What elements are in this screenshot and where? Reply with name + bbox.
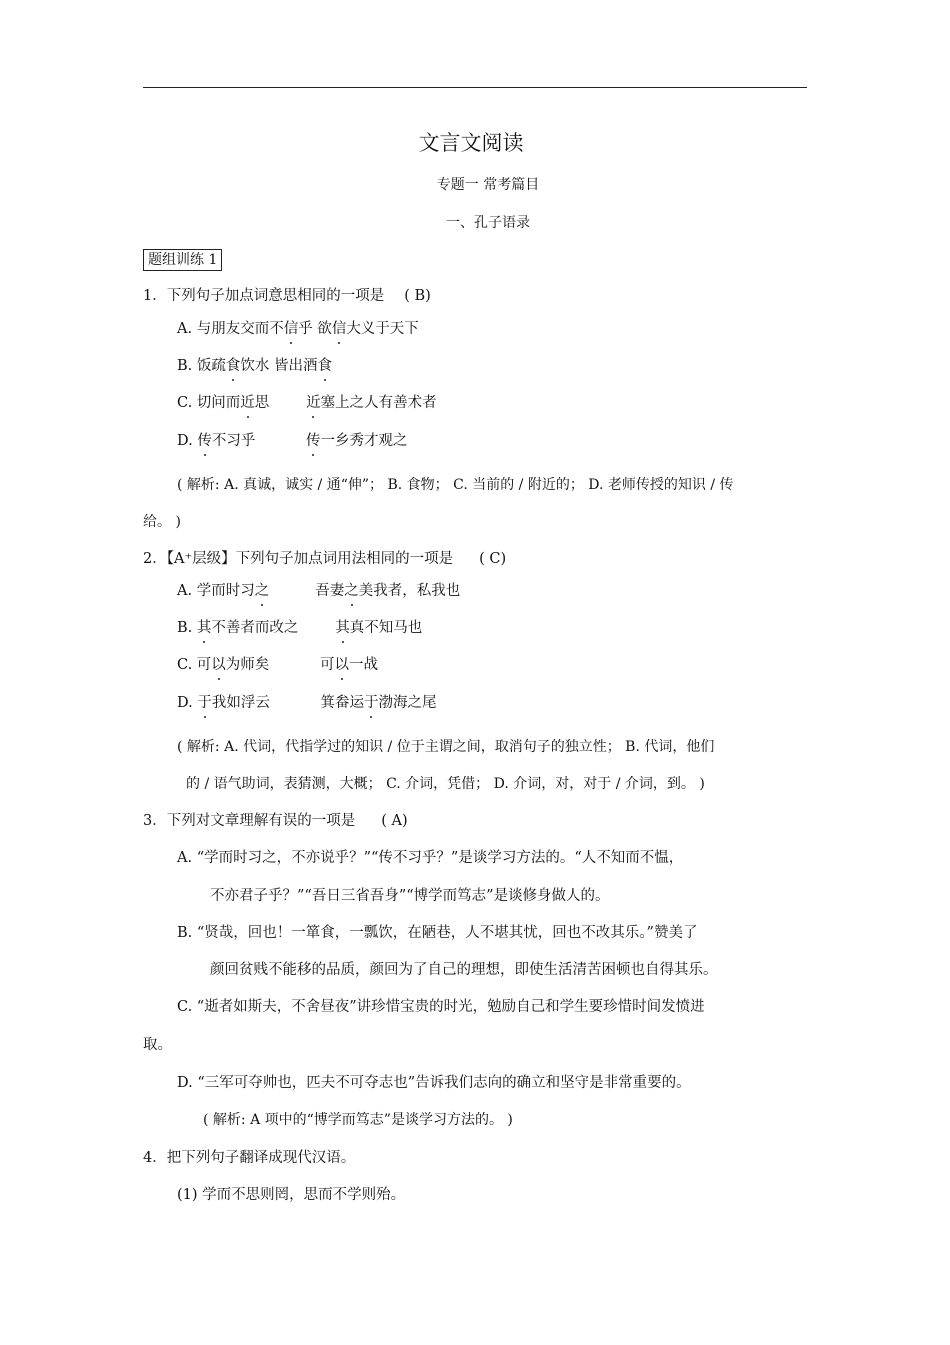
q3-option-c-line1: C. “逝者如斯夫，不舍昼夜”讲珍惜宝贵的时光，勉励自己和学生要珍惜时间发愤进 [177, 999, 705, 1015]
dotted-char: 近 [306, 395, 321, 411]
q3-option-d: D. “三军可夺帅也，匹夫不可夺志也”告诉我们志向的确立和坚守是非常重要的。 [177, 1075, 691, 1091]
q1-explanation-2: 给。 ) [143, 514, 181, 530]
text-fragment: 2．【 [143, 551, 174, 567]
dotted-char: 于 [364, 695, 379, 711]
q4-item-1: (1) 学而不思则罔，思而不学则殆。 [177, 1187, 406, 1203]
q3-option-b-line2: 颜回贫贱不能移的品质，颜回为了自己的理想，即使生活清苦困顿也自得其乐。 [210, 962, 718, 978]
dotted-char: 近 [240, 395, 255, 411]
text-fragment: C. 可 [177, 657, 212, 673]
dotted-char: 信 [331, 321, 347, 337]
dotted-char: 传 [197, 433, 212, 449]
q2-option-a [177, 581, 460, 601]
dotted-char: 其 [335, 620, 350, 636]
q1-option-c [177, 393, 437, 413]
dotted-char: 以 [334, 657, 349, 673]
q3-answer: ( A) [381, 813, 408, 829]
q2-option-b [177, 618, 422, 638]
header-rule [143, 87, 807, 88]
dotted-char: 传 [306, 433, 321, 449]
q2-option-d [177, 693, 437, 713]
text-fragment: 大义于天下 [346, 321, 419, 337]
text-fragment: 美我者，私我也 [358, 583, 461, 599]
q1-option-a [177, 319, 419, 339]
level-tag: A⁺层级 [173, 551, 222, 567]
topic-heading: 专题一 常考篇目 [436, 177, 540, 193]
text-fragment: 渤海之尾 [378, 695, 437, 711]
text-fragment: 3．下列对文章理解有误的一项是 [143, 813, 356, 829]
q3-stem [143, 811, 408, 831]
text-fragment: 吾妻 [269, 583, 345, 599]
text-fragment: D. [177, 695, 198, 711]
q1-option-b [177, 356, 332, 376]
q3-option-c-line2: 取。 [143, 1037, 172, 1053]
text-fragment: 思 [254, 395, 307, 411]
dotted-char: 以 [211, 657, 226, 673]
q1-explanation-1: ( 解析: A. 真诚，诚实 / 通“伸”； B. 食物； C. 当前的 / 附近的； D. 老师传授的知识 / 传 [177, 477, 734, 493]
dotted-char: 信 [283, 321, 299, 337]
page-title: 文言文阅读 [418, 131, 524, 155]
text-fragment: B. [177, 620, 197, 636]
text-fragment: 不习乎 [211, 433, 307, 449]
text-fragment: 乎 欲 [298, 321, 332, 337]
q1-answer: ( B) [404, 288, 431, 304]
text-fragment: 为师矣 可 [225, 657, 335, 673]
q3-option-b-line1: B. “贤哉，回也！一箪食，一瓢饮，在陋巷，人不堪其忧，回也不改其乐。”赞美了 [177, 925, 698, 941]
q3-option-a-line2: 不亦君子乎？”“吾日三省吾身”“博学而笃志”是谈修身做人的。 [210, 888, 610, 904]
section-heading: 一、孔子语录 [446, 215, 530, 231]
text-fragment: C. 切问而 [177, 395, 241, 411]
text-fragment: 我如浮云 箕畚运 [211, 695, 365, 711]
q1-stem [143, 286, 431, 306]
text-fragment: B. 饭疏 [177, 358, 226, 374]
q2-option-c [177, 655, 378, 675]
text-fragment: 】下列句子加点词用法相同的一项是 [221, 551, 454, 567]
text-fragment: 塞上之人有善术者 [320, 395, 437, 411]
dotted-char: 其 [196, 620, 212, 636]
text-fragment: 饮水 皆出酒 [240, 358, 318, 374]
dotted-char: 于 [197, 695, 212, 711]
text-fragment: A. 与朋友交而不 [177, 321, 284, 337]
q1-option-d [177, 431, 408, 451]
text-fragment: 真不知马也 [349, 620, 423, 636]
text-fragment: D. [177, 433, 198, 449]
q4-stem: 4．把下列句子翻译成现代汉语。 [143, 1150, 356, 1166]
q3-option-a-line1: A. “学而时习之，不亦说乎？”“传不习乎？”是谈学习方法的。“人不知而不愠， [177, 850, 684, 866]
text-fragment: 1．下列句子加点词意思相同的一项是 [143, 288, 385, 304]
group-badge: 题组训练 1 [143, 249, 222, 271]
q2-explanation-2: 的 / 语气助词，表猜测，大概； C. 介词，凭借； D. 介词，对，对于 / 介词，到。 ) [186, 776, 705, 792]
text-fragment: A. 学而时习 [177, 583, 255, 599]
dotted-char: 食 [225, 358, 241, 374]
dotted-char: 食 [317, 358, 332, 374]
dotted-char: 之 [254, 583, 270, 599]
dotted-char: 之 [344, 583, 359, 599]
q2-stem [143, 549, 506, 569]
q3-explanation: ( 解析: A 项中的“博学而笃志”是谈学习方法的。 ) [203, 1112, 513, 1128]
text-fragment: 一战 [349, 657, 378, 673]
text-fragment: 不善者而改之 [211, 620, 336, 636]
q2-answer: ( C) [479, 551, 507, 567]
text-fragment: 一乡秀才观之 [320, 433, 408, 449]
q2-explanation-1: ( 解析: A. 代词，代指学过的知识 / 位于主谓之间，取消句子的独立性； B. 代词，他们 [177, 739, 715, 755]
